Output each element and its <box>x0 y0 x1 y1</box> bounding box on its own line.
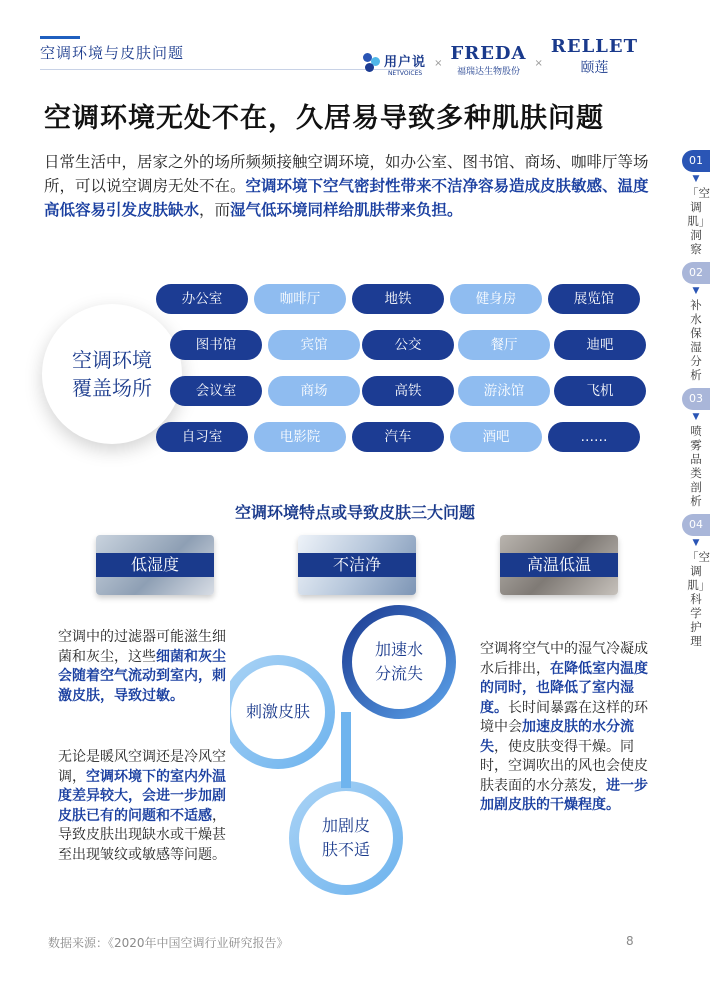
triangle-down-icon: ▼ <box>692 538 700 548</box>
intro-text: ，而 <box>199 201 231 219</box>
place-pill: 高铁 <box>362 376 454 406</box>
logo-freda-name: FREDA <box>450 43 527 64</box>
partner-logos <box>361 36 638 77</box>
problem-card-unclean <box>298 535 416 595</box>
logo-freda-sub: 福瑞达生物股份 <box>456 67 520 77</box>
body-text: ，使皮肤变得干燥。同时，空调吹出的风也会使皮肤表面的水分蒸发， <box>480 738 648 794</box>
title-accent-bar <box>40 36 80 39</box>
place-pill: 游泳馆 <box>458 376 550 406</box>
problem-card-low-humidity <box>96 535 214 595</box>
place-pill: 电影院 <box>254 422 346 452</box>
problem-label: 不洁净 <box>298 553 416 577</box>
place-pill: 健身房 <box>450 284 542 314</box>
problem-card-temperature <box>500 535 618 595</box>
sidenav-label: 「空调肌」科学护理 <box>687 550 710 648</box>
place-pill: 公交 <box>362 330 454 360</box>
place-pill: 会议室 <box>170 376 262 406</box>
body-text: 空调中的过滤器可能滋生细菌和灰尘，这些 <box>58 629 226 665</box>
place-pill: 咖啡厅 <box>254 284 346 314</box>
data-source: 数据来源：《2020年中国空调行业研究报告》 <box>48 936 289 950</box>
side-navigation <box>682 150 710 648</box>
body-text: 空调将空气中的湿气冷凝成水后排出， <box>480 641 648 677</box>
place-pill: 酒吧 <box>450 422 542 452</box>
place-pill: 迪吧 <box>554 330 646 360</box>
left-explanation-2 <box>58 748 234 865</box>
sidenav-number: 03 <box>682 388 710 410</box>
sidenav-number: 04 <box>682 514 710 536</box>
sidenav-number: 01 <box>682 150 710 172</box>
connector-line <box>341 712 351 788</box>
page-title: 空调环境无处不在，久居易导致多种肌肤问题 <box>44 103 604 134</box>
logo-freda <box>450 43 526 77</box>
place-pill: 宾馆 <box>268 330 360 360</box>
circle-bottom-label <box>304 796 388 880</box>
circle-text: 刺激皮肤 <box>245 702 310 721</box>
logo-netvoices <box>361 51 426 77</box>
logo-netvoices-name: 用户说 <box>384 55 427 70</box>
sidenav-item-02[interactable] <box>682 262 710 382</box>
circle-text: 加速水 <box>374 640 423 659</box>
section-title <box>40 40 184 63</box>
coverage-label: 空调环境 <box>72 348 152 372</box>
logo-rellet-name: RELLET <box>550 36 638 57</box>
sidenav-label: 「空调肌」洞察 <box>687 186 710 256</box>
logo-rellet-sub: 颐莲 <box>580 60 609 76</box>
place-pill: 图书馆 <box>170 330 262 360</box>
place-pill: 汽车 <box>352 422 444 452</box>
place-pill: 地铁 <box>352 284 444 314</box>
sidenav-label: 喷雾品类剖析 <box>690 424 702 508</box>
sidenav-item-03[interactable] <box>682 388 710 508</box>
triangle-down-icon: ▼ <box>692 412 700 422</box>
body-highlight: 在降低室内温度的同时，也降低了室内湿度。 <box>480 660 648 716</box>
circle-text: 肤不适 <box>321 840 370 859</box>
place-pill: 餐厅 <box>458 330 550 360</box>
problem-label: 低湿度 <box>96 553 214 577</box>
body-highlight: 加速皮肤的水分流失 <box>480 719 634 755</box>
body-highlight: 细菌和灰尘会随着空气流动到室内，刺激皮肤，导致过敏。 <box>58 648 226 704</box>
circle-text: 分流失 <box>374 664 423 683</box>
right-explanation <box>480 640 648 816</box>
coverage-label-circle <box>42 304 182 444</box>
sidenav-label: 补水保湿分析 <box>690 298 702 382</box>
page-number: 8 <box>626 934 634 948</box>
sidenav-item-01[interactable] <box>682 150 710 256</box>
problems-heading: 空调环境特点或导致皮肤三大问题 <box>234 503 475 522</box>
circle-text: 加剧皮 <box>321 816 370 835</box>
left-explanation <box>58 628 234 706</box>
logo-separator: × <box>434 58 443 69</box>
section-title-text: 空调环境与皮肤问题 <box>40 44 185 62</box>
place-pill: 办公室 <box>156 284 248 314</box>
netvoices-mark-icon <box>361 53 381 75</box>
intro-text: 日常生活中，居家之外的场所频频接触空调环境，如办公室、图书馆、商场、咖啡厅等场所，可以说空调房无处不在。 <box>44 153 649 195</box>
body-highlight: 进一步加剧皮肤的干燥程度。 <box>480 777 648 813</box>
place-pill: 展览馆 <box>548 284 640 314</box>
intro-highlight: 空调环境下空气密封性带来不洁净容易造成皮肤敏感、温度高低容易引发皮肤缺水 <box>44 177 649 219</box>
circle-top-label <box>357 620 441 704</box>
body-text: 无论是暖风空调还是冷风空调， <box>58 749 226 785</box>
triangle-down-icon: ▼ <box>692 286 700 296</box>
circle-mid-label <box>236 670 320 754</box>
body-text: 长时间暴露在这样的环境中会 <box>480 699 648 735</box>
logo-netvoices-sub: NETVOICES <box>387 70 423 77</box>
sidenav-item-04[interactable] <box>682 514 710 648</box>
triangle-down-icon: ▼ <box>692 174 700 184</box>
place-pill: …… <box>548 422 640 452</box>
coverage-label: 覆盖场所 <box>72 376 152 400</box>
intro-paragraph <box>44 150 656 222</box>
place-pill: 飞机 <box>554 376 646 406</box>
sidenav-number: 02 <box>682 262 710 284</box>
logo-rellet <box>551 36 638 77</box>
place-pill: 商场 <box>268 376 360 406</box>
problem-label: 高温低温 <box>500 553 618 577</box>
body-text: ，导致皮肤出现缺水或干燥甚至出现皱纹或敏感等问题。 <box>58 807 226 863</box>
place-pill: 自习室 <box>156 422 248 452</box>
logo-separator: × <box>534 58 543 69</box>
body-highlight: 空调环境下的室内外温度差异较大，会进一步加剧皮肤已有的问题和不适感 <box>58 768 226 824</box>
intro-highlight: 湿气低环境同样给肌肤带来负担。 <box>230 201 463 219</box>
